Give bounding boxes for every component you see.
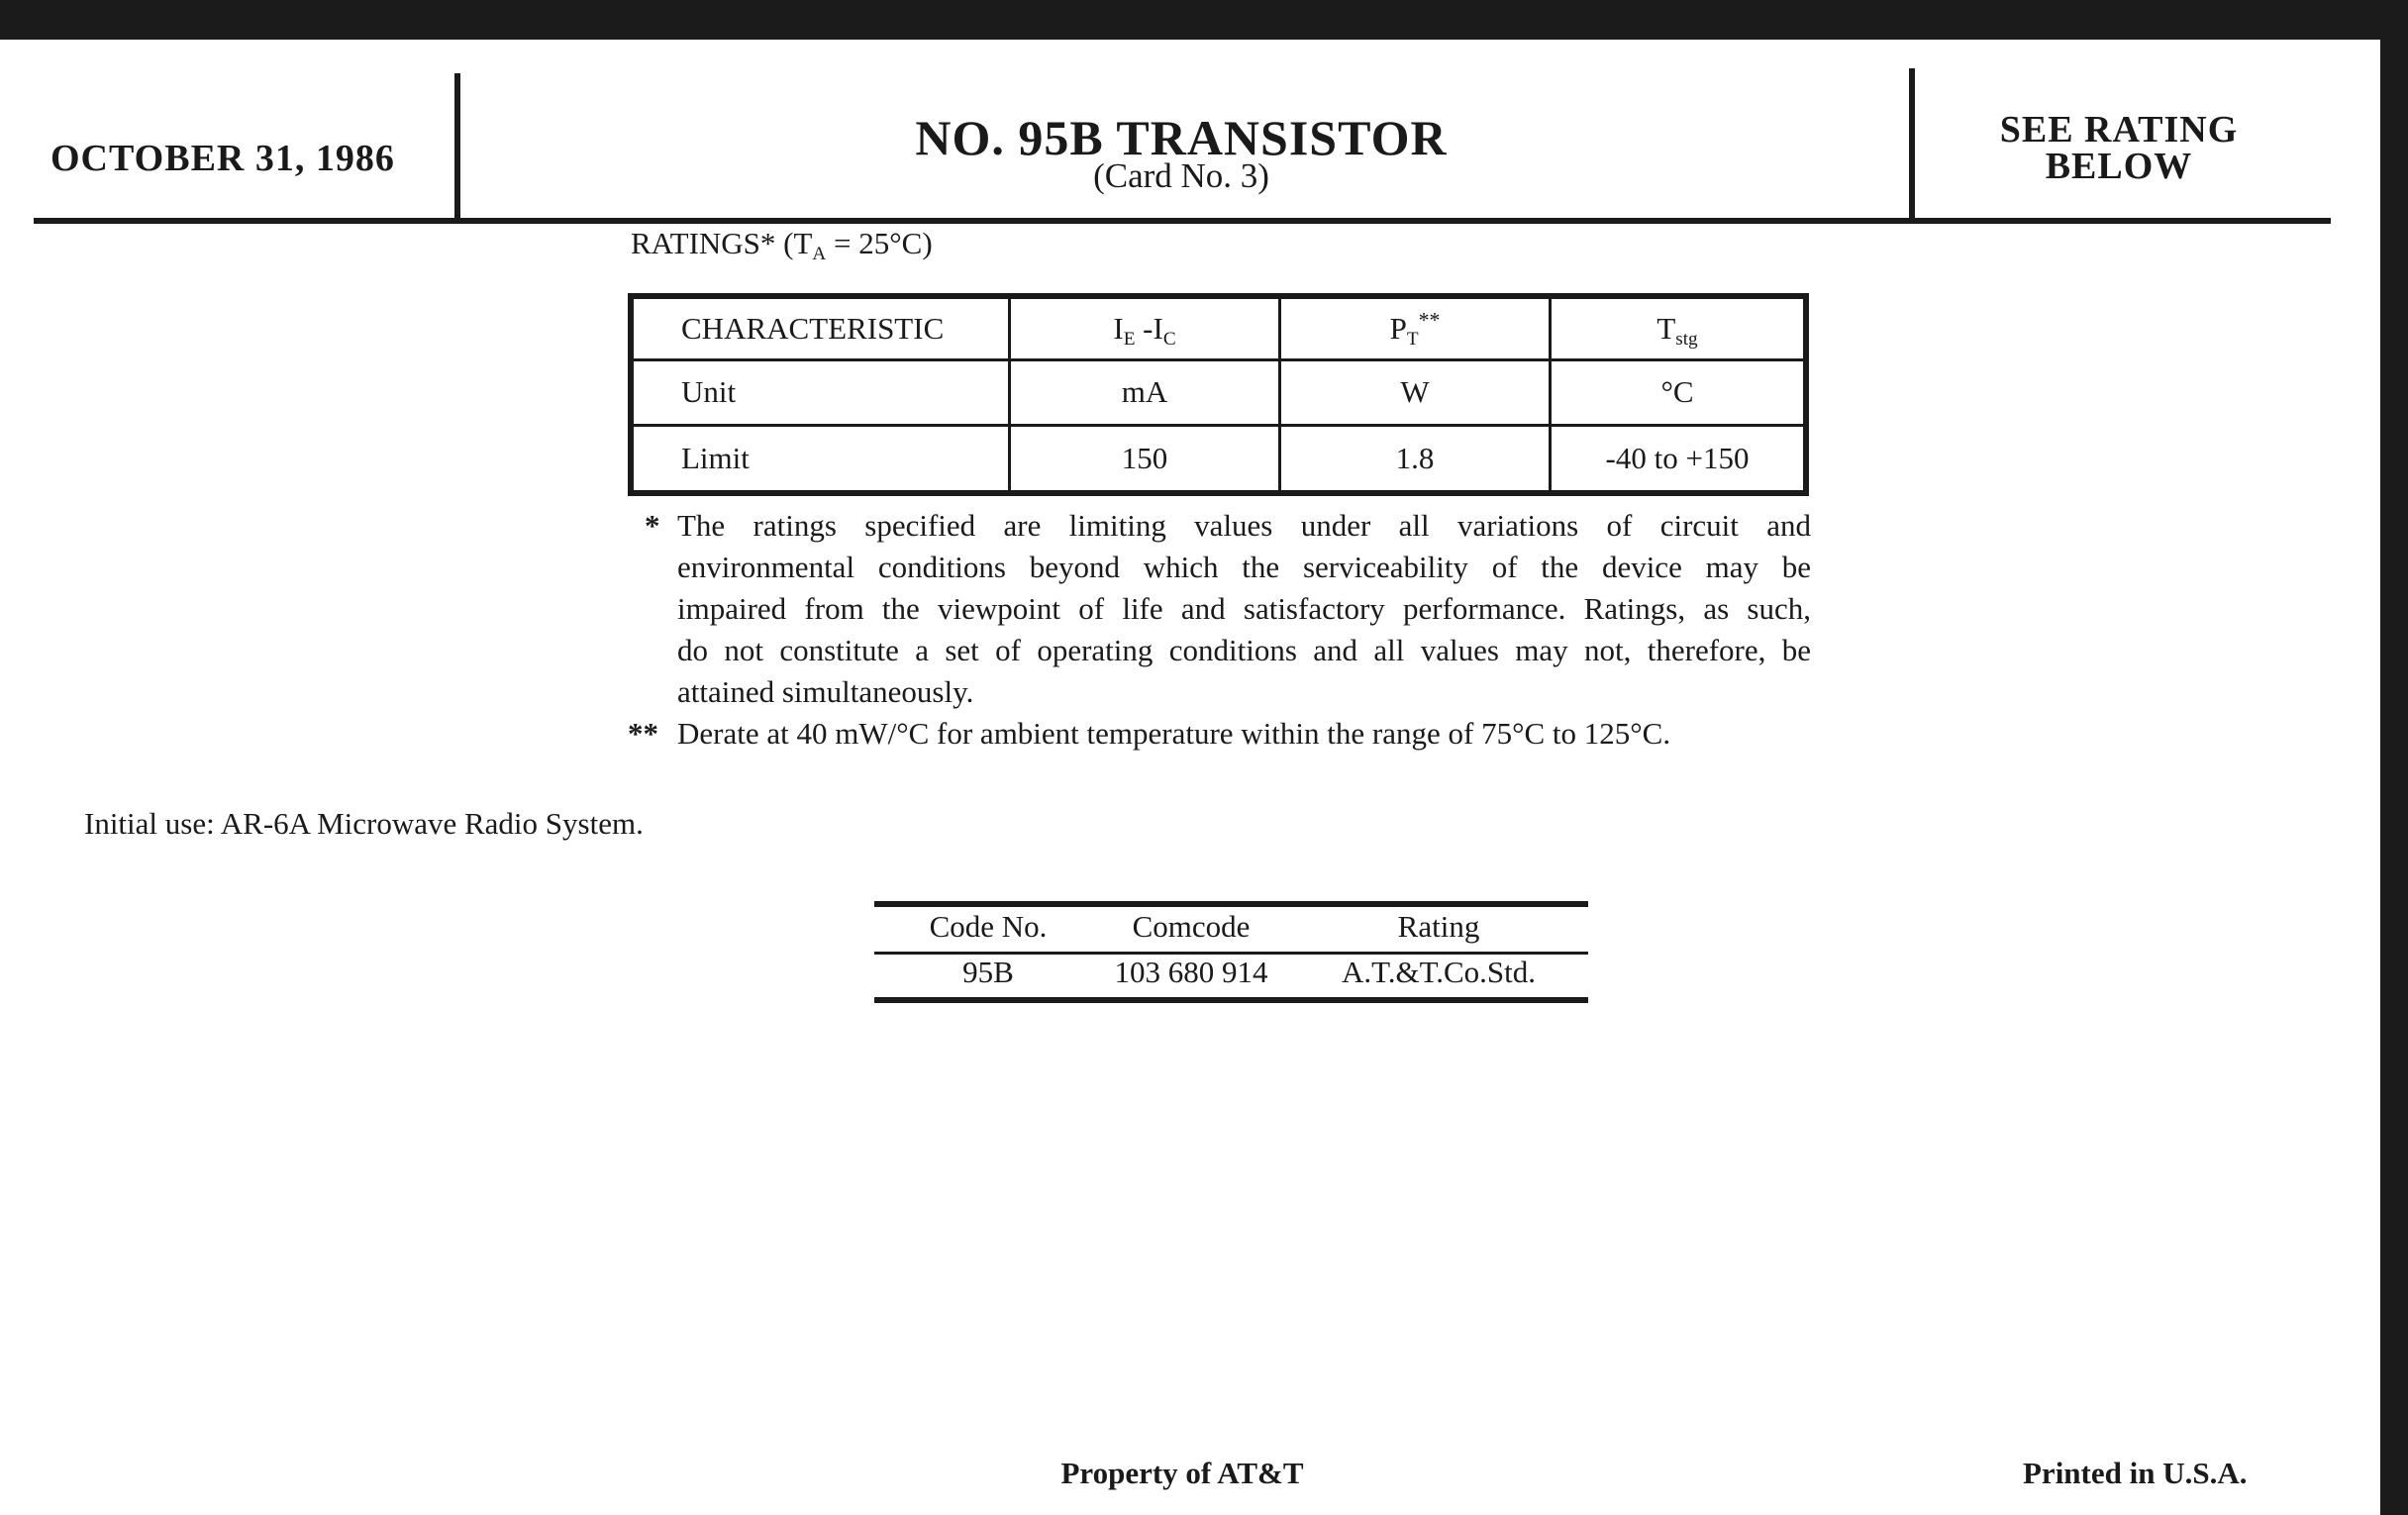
t: stg — [1675, 328, 1698, 350]
header-rule — [34, 218, 2331, 224]
ratings-heading-sub: A — [812, 243, 827, 264]
footnote-2: Derate at 40 mW/°C for ambient temperature within the range of 75°C to 125°C. — [677, 716, 1671, 751]
t: -I — [1135, 310, 1163, 346]
cell: 1.8 — [1280, 425, 1551, 493]
rating-note — [1941, 109, 2297, 187]
footer-printed: Printed in U.S.A. — [2023, 1456, 2248, 1490]
cell-code-no: 95B — [962, 955, 1014, 989]
ratings-heading-text: RATINGS* (T — [631, 226, 813, 260]
col-pt — [1280, 296, 1551, 359]
code-table-header — [874, 909, 1588, 949]
footnote-line: environmental conditions beyond which the serviceability of the device may be — [677, 550, 1811, 584]
footnote-line: do not constitute a set of operating conditions and all values may not, therefore, be — [677, 633, 1811, 667]
cell: 150 — [1010, 425, 1280, 493]
t: T — [1406, 328, 1419, 350]
header-code-no: Code No. — [929, 909, 1048, 944]
footnote-line: attained simultaneously. — [677, 674, 974, 709]
col-ie-ic — [1010, 296, 1280, 359]
t: P — [1389, 310, 1407, 346]
footnote-line: impaired from the viewpoint of life and satisfactory performance. Ratings, as such, — [677, 591, 1811, 626]
scan-border-right — [2380, 0, 2408, 1515]
table-row-header — [631, 296, 1806, 359]
header-comcode: Comcode — [1132, 909, 1251, 944]
footnote-marker-1: * — [645, 508, 660, 543]
t: T — [1656, 310, 1676, 346]
card-date: OCTOBER 31, 1986 — [50, 138, 395, 179]
rating-note-line1: SEE RATING — [1999, 109, 2239, 151]
ratings-table — [628, 293, 1809, 496]
footnote-marker-2: ** — [628, 716, 658, 751]
cell: W — [1280, 359, 1551, 425]
footer-property: Property of AT&T — [1060, 1456, 1304, 1490]
ratings-heading-suffix: = 25°C) — [826, 226, 933, 260]
rating-note-line2: BELOW — [2045, 146, 2193, 187]
card-title: NO. 95B TRANSISTOR — [915, 110, 1448, 165]
footnote-line: The ratings specified are limiting values under all variations of circuit and — [677, 508, 1811, 543]
header-divider-left — [454, 73, 460, 222]
footnote-1 — [677, 505, 1811, 713]
table-row — [631, 359, 1806, 425]
col-characteristic: CHARACTERISTIC — [631, 296, 1010, 359]
scan-border-top — [0, 0, 2408, 40]
cell: Unit — [631, 359, 1010, 425]
initial-use: Initial use: AR-6A Microwave Radio System. — [84, 806, 644, 841]
t: ** — [1418, 308, 1441, 333]
code-table-bottom-rule — [874, 997, 1588, 1003]
header-divider-right — [1909, 68, 1915, 219]
t: I — [1113, 310, 1124, 346]
table-row — [631, 425, 1806, 493]
code-table-row — [874, 955, 1588, 994]
cell: °C — [1551, 359, 1807, 425]
cell: Limit — [631, 425, 1010, 493]
t: E — [1123, 328, 1136, 350]
cell: -40 to +150 — [1551, 425, 1807, 493]
cell-rating: A.T.&T.Co.Std. — [1341, 955, 1537, 989]
cell-comcode: 103 680 914 — [1114, 955, 1268, 989]
col-tstg — [1551, 296, 1807, 359]
code-table-top-rule — [874, 901, 1588, 907]
cell: mA — [1010, 359, 1280, 425]
ratings-heading — [631, 226, 933, 264]
header-rating: Rating — [1397, 909, 1480, 944]
card-number: (Card No. 3) — [1093, 156, 1269, 195]
t: C — [1162, 328, 1176, 350]
